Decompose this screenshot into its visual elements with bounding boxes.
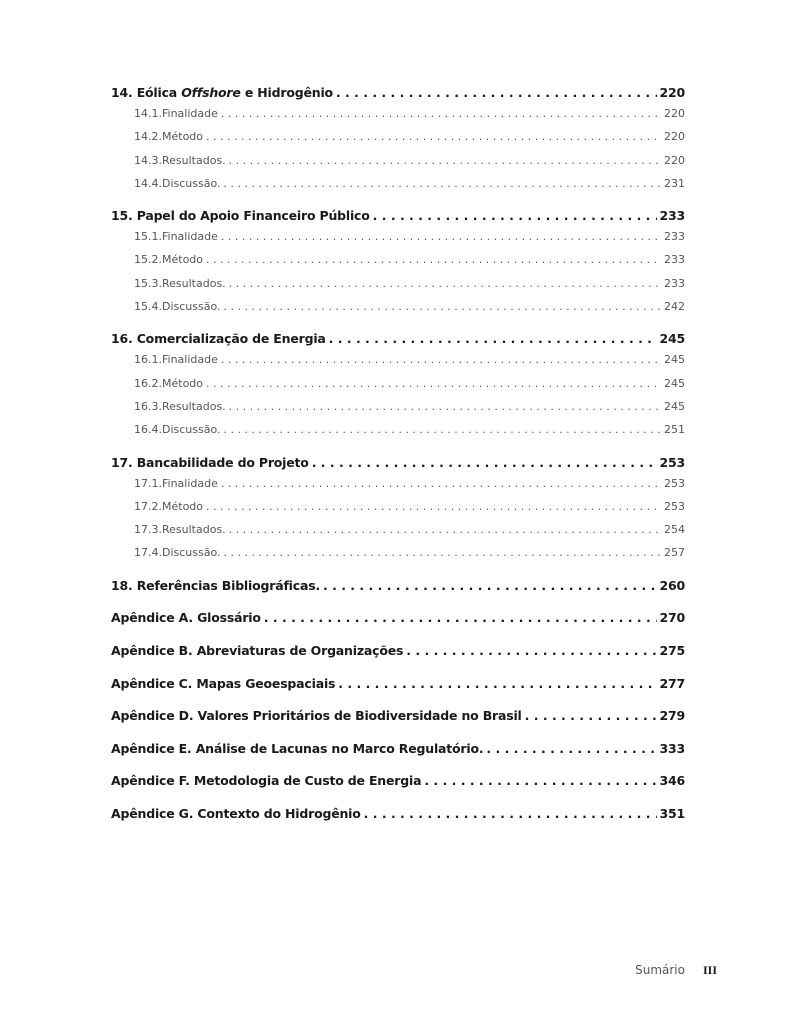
toc-subentry-title: Finalidade	[162, 476, 218, 490]
table-of-contents	[111, 85, 685, 828]
toc-appendix-b[interactable]	[111, 643, 685, 665]
toc-subentry-page: 245	[664, 399, 685, 413]
toc-subentry-number: 17.4.	[134, 546, 162, 560]
leader-dots	[229, 400, 661, 413]
toc-subentry-number: 17.3.	[134, 523, 162, 537]
toc-appendix-c[interactable]	[111, 676, 685, 698]
leader-dots	[338, 676, 656, 691]
toc-subentry-number: 16.2.	[134, 376, 162, 390]
footer-page-number: III	[702, 963, 717, 977]
toc-subentry-page: 245	[664, 353, 685, 367]
toc-subentry-title: Finalidade	[162, 107, 218, 120]
toc-subentry-title: Discussão.	[162, 423, 221, 437]
toc-subentry-16-1[interactable]	[111, 353, 685, 376]
leader-dots	[224, 546, 661, 559]
toc-entry-18[interactable]	[111, 578, 685, 600]
toc-entry-page: 275	[659, 642, 685, 658]
toc-subentry-title: Discussão.	[162, 300, 221, 314]
leader-dots	[221, 477, 661, 490]
toc-subentry-number: 14.2.	[134, 130, 162, 144]
toc-subentry-page: 231	[664, 176, 685, 190]
toc-subentry-title: Finalidade	[162, 353, 218, 367]
toc-subentry-number: 16.1.	[134, 353, 162, 367]
toc-entry-17[interactable]	[111, 455, 685, 477]
toc-subentry-title: Método	[162, 376, 204, 390]
toc-subentry-number: 15.1.	[134, 230, 162, 244]
toc-entry-title: 16. Comercialização de Energia	[111, 331, 326, 347]
leader-dots	[525, 708, 657, 723]
toc-subentry-number: 16.3.	[134, 399, 162, 413]
toc-entry-page: 270	[659, 610, 685, 626]
toc-appendix-f[interactable]	[111, 773, 685, 795]
toc-subentry-number: 15.2.	[134, 253, 162, 267]
leader-dots	[229, 523, 661, 536]
leader-dots	[206, 500, 661, 513]
toc-subentry-page: 245	[664, 376, 685, 390]
toc-subentry-number: 16.4.	[134, 423, 162, 437]
toc-subentry-title: Resultados.	[162, 523, 226, 537]
page-footer	[600, 963, 717, 978]
toc-entry-page: 351	[659, 805, 685, 821]
toc-entry-title: Apêndice A. Glossário	[111, 610, 261, 626]
toc-subentry-16-2[interactable]	[111, 377, 685, 400]
toc-entry-page: 277	[659, 675, 685, 691]
toc-subentry-number: 17.1.	[134, 476, 162, 490]
toc-appendix-e[interactable]	[111, 741, 685, 763]
toc-entry-page: 245	[659, 331, 685, 347]
toc-entry-page: 260	[659, 577, 685, 593]
toc-subentry-15-4[interactable]	[111, 300, 685, 323]
toc-entry-page: 220	[659, 85, 685, 100]
toc-entry-title: Apêndice E. Análise de Lacunas no Marco Regulatório.	[111, 740, 484, 756]
leader-dots	[224, 300, 661, 313]
leader-dots	[312, 455, 657, 470]
toc-subentry-page: 233	[664, 276, 685, 290]
toc-subentry-number: 14.4.	[134, 176, 162, 190]
toc-subentry-number: 14.1.	[134, 107, 162, 120]
toc-subentry-16-4[interactable]	[111, 423, 685, 446]
leader-dots	[221, 107, 661, 120]
toc-entry-15[interactable]	[111, 208, 685, 230]
toc-subentry-title: Discussão.	[162, 546, 221, 560]
toc-entry-14[interactable]	[111, 85, 685, 107]
toc-subentry-page: 220	[664, 130, 685, 144]
toc-entry-title: Apêndice G. Contexto do Hidrogênio	[111, 805, 361, 821]
toc-subentry-number: 14.3.	[134, 153, 162, 167]
toc-entry-page: 279	[659, 708, 685, 724]
toc-subentry-title: Método	[162, 253, 204, 267]
toc-subentry-14-3[interactable]	[111, 154, 685, 177]
toc-appendix-g[interactable]	[111, 806, 685, 828]
toc-subentry-15-1[interactable]	[111, 230, 685, 253]
toc-appendix-d[interactable]	[111, 708, 685, 730]
footer-section-label: Sumário	[635, 963, 685, 977]
toc-subentry-number: 15.4.	[134, 300, 162, 314]
toc-subentry-title: Discussão.	[162, 176, 221, 190]
toc-entry-title: Apêndice D. Valores Prioritários de Biodiversidade no Brasil	[111, 708, 522, 724]
toc-entry-title: Apêndice C. Mapas Geoespaciais	[111, 675, 336, 691]
toc-entry-title: Apêndice B. Abreviaturas de Organizações	[111, 642, 404, 658]
toc-subentry-title: Finalidade	[162, 230, 218, 244]
toc-subentry-number: 17.2.	[134, 499, 162, 513]
leader-dots	[206, 253, 661, 266]
toc-entry-page: 233	[659, 208, 685, 224]
toc-subentry-page: 253	[664, 476, 685, 490]
toc-subentry-14-4[interactable]	[111, 177, 685, 200]
leader-dots	[424, 773, 656, 788]
toc-entry-title: Apêndice F. Metodologia de Custo de Energia	[111, 773, 422, 789]
leader-dots	[329, 331, 657, 346]
toc-subentry-17-4[interactable]	[111, 546, 685, 569]
toc-subentry-title: Resultados.	[162, 153, 226, 167]
leader-dots	[373, 208, 657, 223]
toc-subentry-14-1[interactable]	[111, 107, 685, 130]
toc-subentry-14-2[interactable]	[111, 130, 685, 153]
leader-dots	[221, 230, 661, 243]
toc-subentry-15-2[interactable]	[111, 253, 685, 276]
leader-dots	[229, 277, 661, 290]
leader-dots	[364, 806, 657, 821]
toc-subentry-number: 15.3.	[134, 276, 162, 290]
toc-subentry-page: 233	[664, 253, 685, 267]
leader-dots	[336, 85, 657, 100]
toc-subentry-page: 242	[664, 300, 685, 314]
toc-entry-page: 253	[659, 454, 685, 470]
toc-subentry-16-3[interactable]	[111, 400, 685, 423]
leader-dots	[224, 177, 661, 190]
toc-subentry-page: 233	[664, 230, 685, 244]
toc-subentry-title: Resultados.	[162, 399, 226, 413]
toc-subentry-page: 253	[664, 499, 685, 513]
toc-subentry-15-3[interactable]	[111, 277, 685, 300]
leader-dots	[224, 423, 661, 436]
toc-entry-page: 346	[659, 773, 685, 789]
toc-subentry-17-1[interactable]	[111, 477, 685, 500]
toc-subentry-page: 257	[664, 546, 685, 560]
leader-dots	[206, 377, 661, 390]
toc-appendix-a[interactable]	[111, 610, 685, 632]
toc-subentry-title: Resultados.	[162, 276, 226, 290]
leader-dots	[406, 643, 656, 658]
toc-subentry-page: 251	[664, 423, 685, 437]
toc-subentry-title: Método	[162, 130, 204, 144]
toc-entry-title: 15. Papel do Apoio Financeiro Público	[111, 208, 370, 224]
toc-entry-title: 14. Eólica Offshore e Hidrogênio	[111, 85, 333, 100]
toc-subentry-page: 220	[664, 107, 685, 120]
leader-dots	[206, 130, 661, 143]
leader-dots	[229, 154, 661, 167]
leader-dots	[221, 353, 661, 366]
toc-subentry-title: Método	[162, 499, 204, 513]
toc-subentry-page: 254	[664, 523, 685, 537]
leader-dots	[323, 578, 657, 593]
toc-entry-title: 18. Referências Bibliográficas.	[111, 577, 320, 593]
toc-entry-page: 333	[659, 740, 685, 756]
toc-entry-title: 17. Bancabilidade do Projeto	[111, 454, 309, 470]
toc-entry-16[interactable]	[111, 331, 685, 353]
toc-subentry-17-3[interactable]	[111, 523, 685, 546]
toc-subentry-17-2[interactable]	[111, 500, 685, 523]
toc-subentry-page: 220	[664, 153, 685, 167]
leader-dots	[264, 610, 657, 625]
leader-dots	[486, 741, 656, 756]
